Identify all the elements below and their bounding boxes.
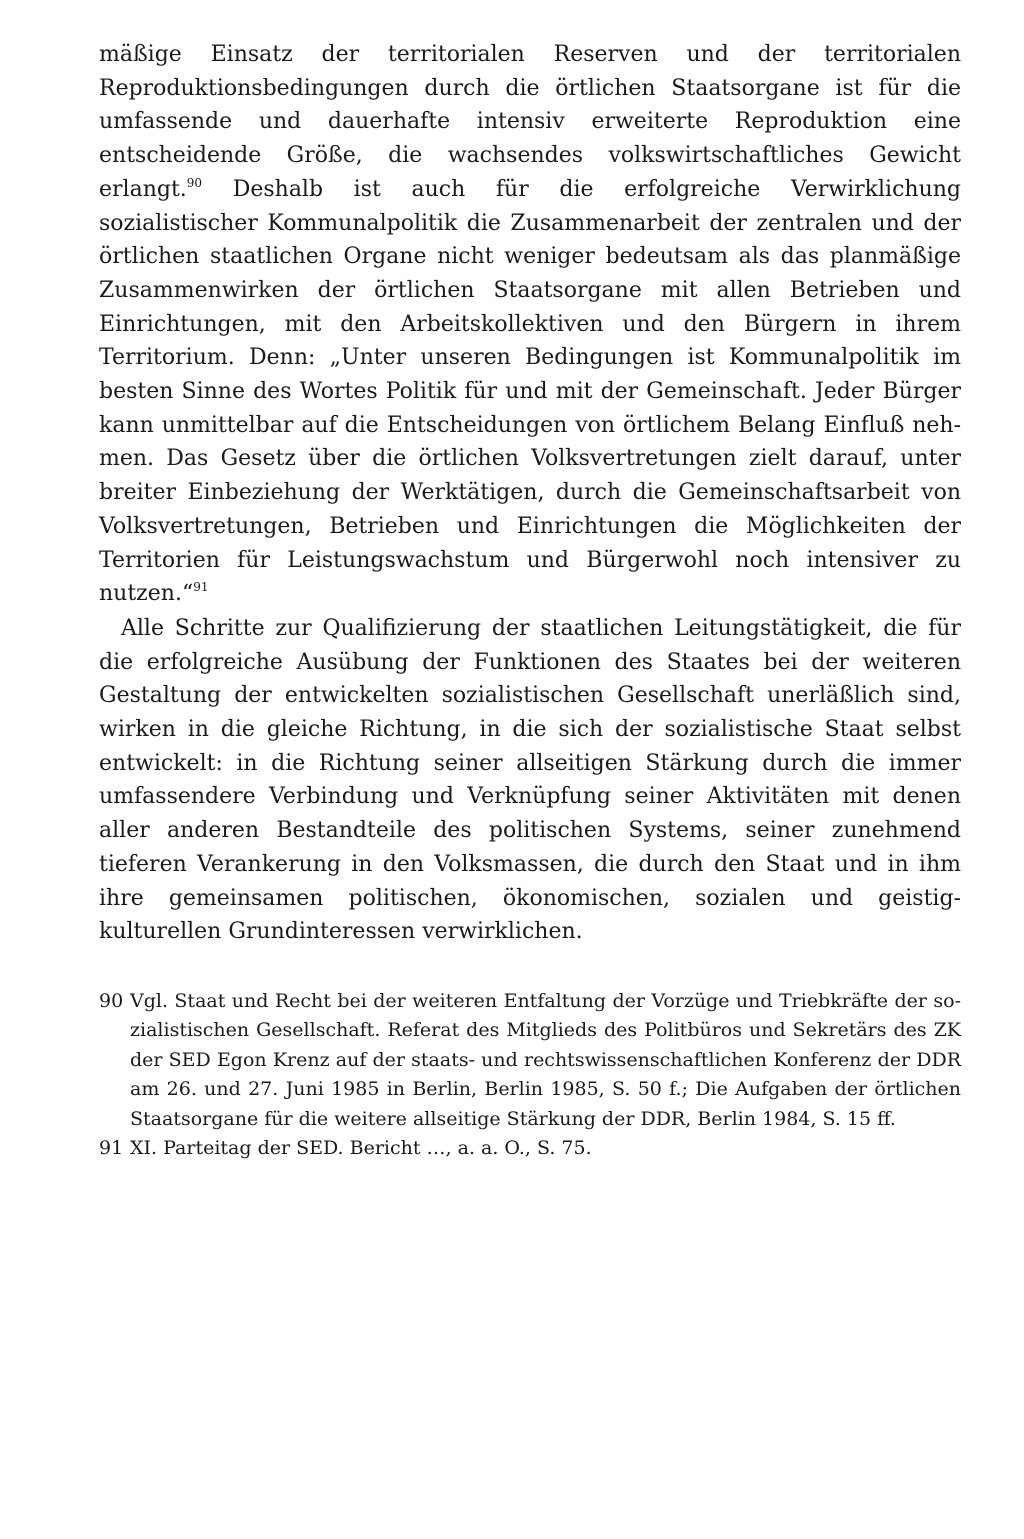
body-paragraph-1: [99, 38, 961, 611]
footnote-number: 90: [99, 989, 124, 1012]
footnote-ref-90: 90: [186, 175, 203, 190]
body-paragraph-2: Alle Schritte zur Qualifizierung der staatlichen Leitungstätigkeit, die für die erfolgreiche Ausübung der Funktionen des Staates bei der weiteren Gestaltung der entwickelten sozialistischen Gesellschaft unerläßlich sind, wirken in die gleiche Richtung, in die sich der sozialistische Staat selbst entwickelt: in die Richtung seiner allseitigen Stärkung durch die immer umfassendere Verbindung und Verknüpfung seiner Aktivitäten mit denen aller anderen Bestandteile des politischen Systems, seiner zunehmend tieferen Verankerung in den Volksmassen, die durch den Staat und in ihm ihre gemeinsamen politischen, ökonomischen, sozialen und geistig-kulturellen Grundinteressen verwirklichen.: [99, 615, 961, 945]
paragraph-1-text-b: Deshalb ist auch für die erfolgreiche Verwirklichung sozialistischer Kommunalpolitik die Zusammenarbeit der zentralen und der örtlichen staatlichen Organe nicht weniger bedeutsam als das planmäßige Zusammenwirken der örtlichen Staatsorgane mit allen Betrieben und Einrichtungen, mit den Arbeitskollektiven und den Bürgern in ihrem Territorium. Denn: „Unter unseren Bedingungen ist Kommunalpolitik im besten Sinne des Wortes Politik für und mit der Gemeinschaft. Jeder Bürger kann unmittelbar auf die Entscheidungen von örtlichem Belang Einfluß nehmen. Das Gesetz über die örtlichen Volksvertretungen zielt darauf, unter breiter Einbeziehung der Werktätigen, durch die Gemeinschaftsarbeit von Volksvertretungen, Betrieben und Einrichtungen die Möglichkeiten der Territorien für Leistungswachstum und Bürgerwohl noch intensiver zu nutzen.“: [99, 176, 961, 607]
footnote-91: [99, 1134, 961, 1164]
footnote-text: XI. Parteitag der SED. Bericht …, a. a. O., S. 75.: [130, 1137, 592, 1160]
footnote-text: Vgl. Staat und Recht bei der weiteren Entfaltung der Vorzüge und Triebkräfte der sozialistischen Gesellschaft. Referat des Mitglieds des Politbüros und Sekretärs des ZK der SED Egon Krenz auf der staats- und rechtswissenschaftlichen Konferenz der DDR am 26. und 27. Juni 1985 in Berlin, Berlin 1985, S. 50 f.; Die Aufgaben der örtlichen Staatsorgane für die weitere allseitige Stärkung der DDR, Berlin 1984, S. 15 ff.: [130, 989, 961, 1130]
paragraph-1-text-a: mäßige Einsatz der territorialen Reserven und der territorialen Reproduktionsbedingungen durch die örtlichen Staatsorgane ist für die umfassende und dauerhafte intensiv erweiterte Reproduktion eine entscheidende Größe, die wachsendes volkswirtschaftliches Gewicht erlangt.: [99, 42, 961, 202]
footnote-number: 91: [99, 1137, 124, 1160]
footnote-90: [99, 987, 961, 1135]
footnote-ref-91: 91: [193, 580, 209, 595]
footnotes: [99, 987, 961, 1164]
book-page: [99, 38, 961, 1164]
